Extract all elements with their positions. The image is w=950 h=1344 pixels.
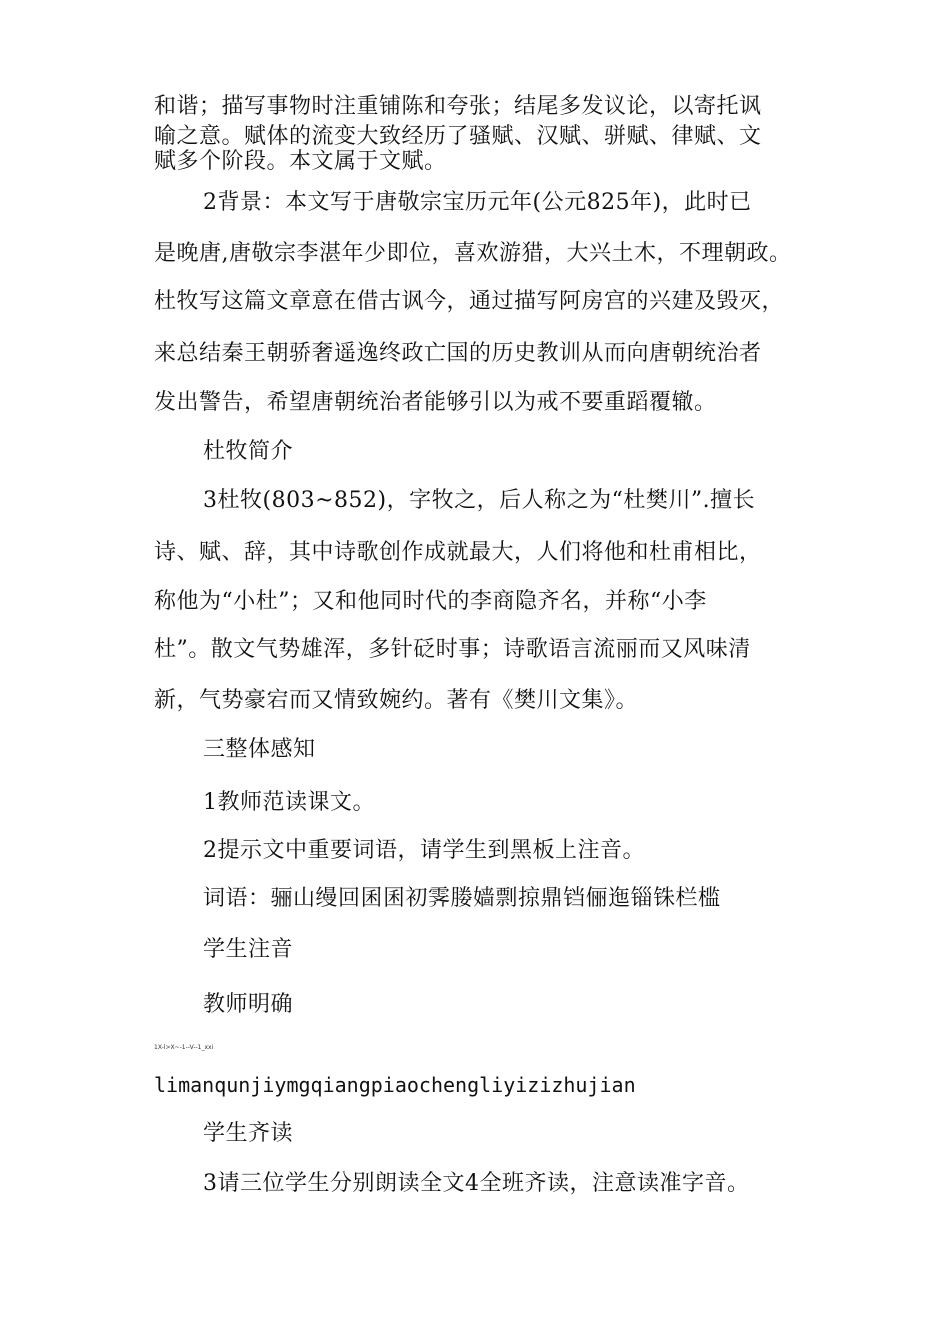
- paragraph-line: 发出警告，希望唐朝统治者能够引以为戒不要重蹈覆辙。: [154, 390, 717, 415]
- paragraph-line: 3请三位学生分别朗读全文4全班齐读，注意读准字音。: [203, 1171, 750, 1196]
- paragraph-line: 2提示文中重要词语，请学生到黑板上注音。: [203, 838, 645, 863]
- section-heading: 三整体感知: [203, 737, 316, 762]
- paragraph-line: 是晚唐,唐敬宗李湛年少即位，喜欢游猎，大兴土木，不理朝政。: [154, 241, 792, 266]
- paragraph-line: 赋多个阶段。本文属于文赋。: [154, 149, 447, 174]
- paragraph-line: 学生注音: [203, 937, 294, 962]
- paragraph-line: 来总结秦王朝骄奢遥逸终政亡国的历史教训从而向唐朝统治者: [154, 341, 762, 366]
- paragraph-line: 喻之意。赋体的流变大致经历了骚赋、汉赋、骈赋、律赋、文: [154, 124, 762, 149]
- pinyin-line: limanqunjiymgqiangpiaochengliyizizhujian: [154, 1073, 636, 1097]
- paragraph-line: 2背景：本文写于唐敬宗宝历元年(公元825年)，此时已: [203, 190, 752, 215]
- vocabulary-line: 词语：骊山缦回囷囷初霁媵嫱剽掠鼎铛俪迤锱铢栏槛: [203, 886, 721, 911]
- paragraph-line: 学生齐读: [203, 1121, 294, 1146]
- paragraph-line: 杜”。散文气势雄浑，多针砭时事；诗歌语言流丽而又风味清: [154, 637, 751, 662]
- section-heading: 杜牧简介: [203, 439, 294, 464]
- paragraph-line: 称他为“小杜”；又和他同时代的李商隐齐名，并称“小李: [154, 589, 707, 614]
- tiny-annotation: 1X-l>X~-1--V--1_xxi: [154, 1044, 214, 1051]
- paragraph-line: 杜牧写这篇文章意在借古讽今，通过描写阿房宫的兴建及毁灭，: [154, 289, 785, 314]
- paragraph-line: 诗、赋、辞，其中诗歌创作成就最大，人们将他和杜甫相比，: [154, 540, 762, 565]
- paragraph-line: 和谐；描写事物时注重铺陈和夸张；结尾多发议论，以寄托讽: [154, 94, 762, 119]
- paragraph-line: 教师明确: [203, 992, 294, 1017]
- paragraph-line: 新，气势豪宕而又情致婉约。著有《樊川文集》。: [154, 688, 639, 713]
- paragraph-line: 1教师范读课文。: [203, 790, 375, 815]
- paragraph-line: 3杜牧(803~852)，字牧之，后人称之为“杜樊川”.擅长: [203, 488, 756, 513]
